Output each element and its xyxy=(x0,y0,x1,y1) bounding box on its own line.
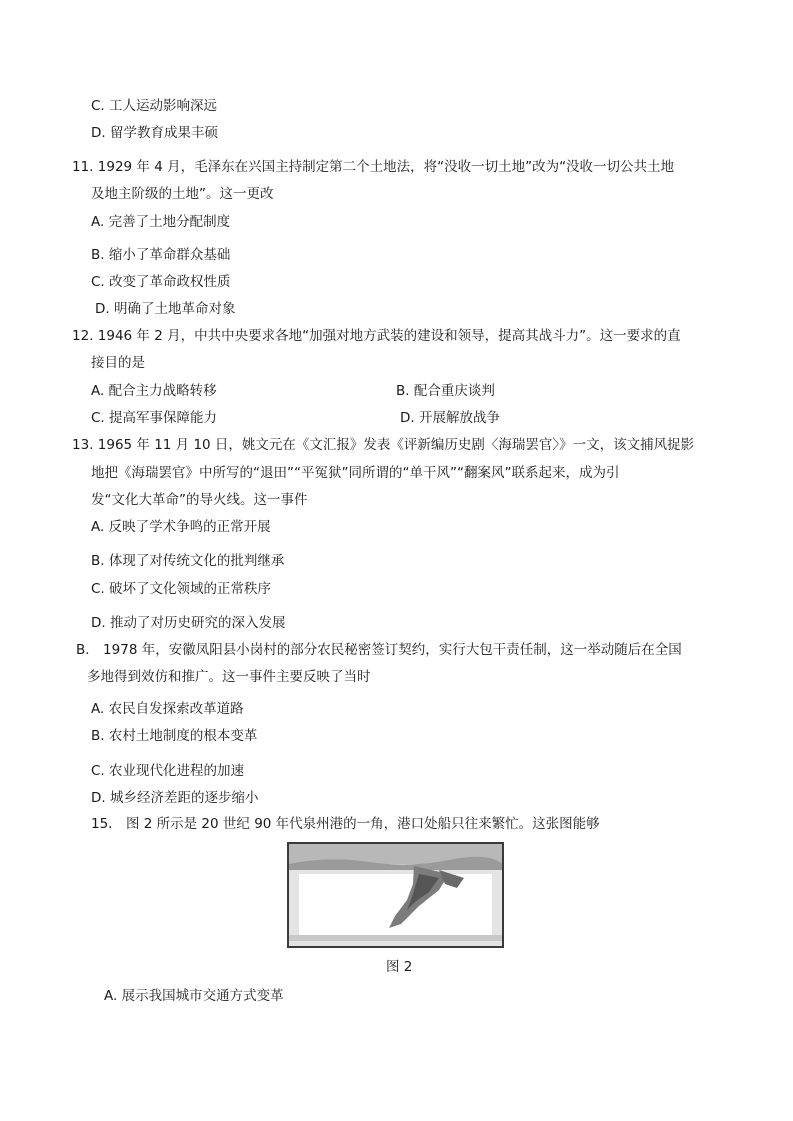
q15-stem-line1: 15． 图 2 所示是 20 世纪 90 年代泉州港的一角，港口处船只往来繁忙。这张图能够 xyxy=(91,816,600,832)
q13-stem-line2: 地把《海瑞罢官》中所写的“退田”“平冤狱”同所谓的“单干风”“翻案风”联系起来，成为引 xyxy=(91,465,620,481)
q14-option-a: A. 农民自发探索改革道路 xyxy=(91,701,244,717)
q13-option-d: D. 推动了对历史研究的深入发展 xyxy=(91,615,286,631)
q13-stem-line1: 13. 1965 年 11 月 10 日，姚文元在《文汇报》发表《评新编历史剧〈海瑞罢官〉》一文，该文捕风捉影 xyxy=(72,437,695,453)
prev-option-d: D. 留学教育成果丰硕 xyxy=(91,125,218,141)
q13-option-b: B. 体现了对传统文化的批判继承 xyxy=(91,553,285,569)
prev-option-c: C. 工人运动影响深远 xyxy=(91,98,218,114)
q11-option-b: B. 缩小了革命群众基础 xyxy=(91,247,231,263)
q14-stem-line2: 多地得到效仿和推广。这一事件主要反映了当时 xyxy=(87,669,371,685)
q13-option-a: A. 反映了学术争鸣的正常开展 xyxy=(91,519,271,535)
q12-option-d: D. 开展解放战争 xyxy=(400,410,500,426)
q14-stem-line1: B． 1978 年，安徽凤阳县小岗村的部分农民秘密签订契约，实行大包干责任制，这一举动随后在全国 xyxy=(76,642,682,658)
harbor-water xyxy=(299,874,492,936)
q12-stem-line2: 接目的是 xyxy=(91,355,145,371)
q12-option-c: C. 提高军事保障能力 xyxy=(91,410,218,426)
q14-option-b: B. 农村土地制度的根本变革 xyxy=(91,728,258,744)
q11-stem-line1: 11. 1929 年 4 月，毛泽东在兴国主持制定第二个土地法，将“没收一切土地”改为“没收一切公共土地 xyxy=(72,159,675,175)
q11-option-a: A. 完善了土地分配制度 xyxy=(91,214,231,230)
q12-option-b: B. 配合重庆谈判 xyxy=(396,383,495,399)
q13-option-c: C. 破坏了文化领域的正常秩序 xyxy=(91,581,272,597)
port-photo-illustration xyxy=(289,844,502,946)
q11-stem-line2: 及地主阶级的土地”。这一更改 xyxy=(91,186,274,202)
figure-2-port-photo xyxy=(287,842,504,948)
q14-option-d: D. 城乡经济差距的逐步缩小 xyxy=(91,790,259,806)
figure-caption: 图 2 xyxy=(386,959,413,975)
q12-option-a: A. 配合主力战略转移 xyxy=(91,383,217,399)
q12-stem-line1: 12. 1946 年 2 月，中共中央要求各地“加强对地方武装的建设和领导，提高其战斗力”。这一要求的直 xyxy=(72,328,681,344)
q11-option-d: D. 明确了土地革命对象 xyxy=(95,301,236,317)
q14-option-c: C. 农业现代化进程的加速 xyxy=(91,763,245,779)
q11-option-c: C. 改变了革命政权性质 xyxy=(91,274,231,290)
q13-stem-line3: 发“文化大革命”的导火线。这一事件 xyxy=(91,492,308,508)
q15-option-a: A. 展示我国城市交通方式变革 xyxy=(104,988,284,1004)
